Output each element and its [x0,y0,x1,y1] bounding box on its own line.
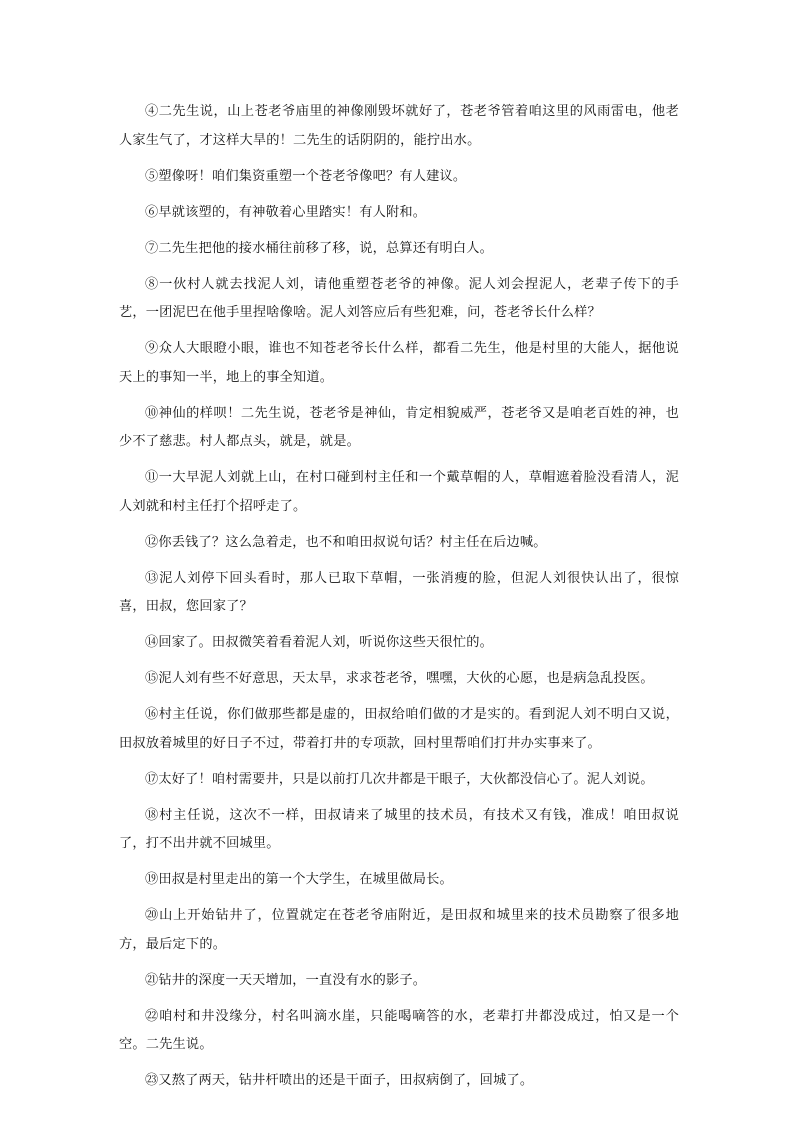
paragraph-13: ⑬泥人刘停下回头看时，那人已取下草帽，一张消瘦的脸，但泥人刘很快认出了，很惊喜，田叔，您回家了？ [119,570,679,614]
paragraph-12: ⑫你丢钱了？这么急着走，也不和咱田叔说句话？村主任在后边喊。 [145,534,547,550]
paragraph-18: ⑱村主任说，这次不一样，田叔请来了城里的技术员，有技术又有钱，准成！咱田叔说了，打不出井就不回城里。 [119,807,679,851]
paragraph-15: ⑮泥人刘有些不好意思，天太旱，求求苍老爷，嘿嘿，大伙的心愿，也是病急乱投医。 [145,671,654,686]
paragraph-11: ⑪一大早泥人刘就上山，在村口碰到村主任和一个戴草帽的人，草帽遮着脸没看清人，泥人刘就和村主任打个招呼走了。 [119,470,679,514]
paragraph-14: ⑭回家了。田叔微笑着看着泥人刘，听说你这些天很忙的。 [145,635,494,650]
paragraph-16: ⑯村主任说，你们做那些都是虚的，田叔给咱们做的才是实的。看到泥人刘不明白又说，田叔放着城里的好日子不过，带着打井的专项款，回村里帮咱们打井办实事来了。 [119,707,679,751]
paragraph-8: ⑧一伙村人就去找泥人刘，请他重塑苍老爷的神像。泥人刘会捏泥人，老辈子传下的手艺，一团泥巴在他手里捏啥像啥。泥人刘答应后有些犯难，问，苍老爷长什么样？ [119,276,679,320]
paragraph-23: ㉓又熬了两天，钻井杆喷出的还是干面子，田叔病倒了，回城了。 [145,1073,534,1088]
paragraph-7: ⑦二先生把他的接水桶往前移了移，说，总算还有明白人。 [145,240,494,256]
document-body [119,98,679,1103]
paragraph-22: ㉒咱村和井没缘分，村名叫滴水崖，只能喝嘀答的水，老辈打井都没成过，怕又是一个空。二先生说。 [119,1008,679,1052]
paragraph-6: ⑥早就该塑的，有神敬着心里踏实！有人附和。 [145,204,427,220]
paragraph-17: ⑰太好了！咱村需要井，只是以前打几次井都是干眼子，大伙都没信心了。泥人刘说。 [145,771,654,787]
paragraph-19: ⑲田叔是村里走出的第一个大学生，在城里做局长。 [145,872,453,887]
paragraph-10: ⑩神仙的样呗！二先生说，苍老爷是神仙，肯定相貌威严，苍老爷又是咱老百姓的神，也少不了慈悲。村人都点头，就是，就是。 [119,405,679,449]
paragraph-9: ⑨众人大眼瞪小眼，谁也不知苍老爷长什么样，都看二先生，他是村里的大能人，据他说天上的事知一半，地上的事全知道。 [119,341,679,385]
paragraph-21: ㉑钻井的深度一天天增加，一直没有水的影子。 [145,972,427,988]
paragraph-20: ⑳山上开始钻井了，位置就定在苍老爷庙附近，是田叔和城里来的技术员勘察了很多地方，最后定下的。 [119,908,679,952]
paragraph-5: ⑤塑像呀！咱们集资重塑一个苍老爷像吧？有人建议。 [145,168,467,184]
paragraph-4: ④二先生说，山上苍老爷庙里的神像刚毁坏就好了，苍老爷管着咱这里的风雨雷电，他老人家生气了，才这样大旱的！二先生的话阴阴的，能拧出水。 [119,104,679,148]
